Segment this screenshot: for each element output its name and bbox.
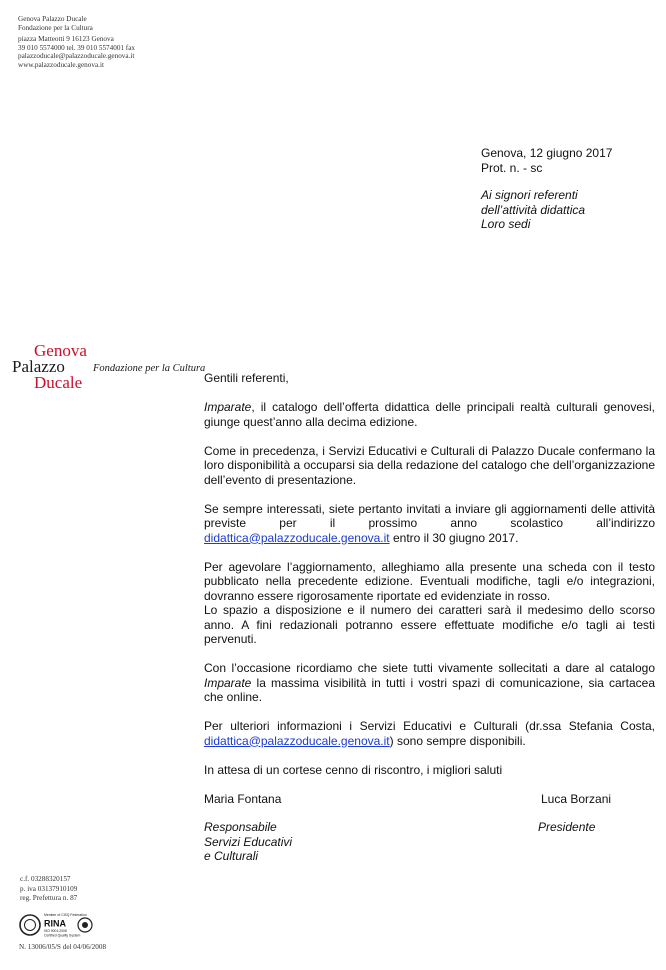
letter-body [204,371,655,792]
rina-quality: Certified Quality System [44,933,81,938]
logo-ducale: Ducale [34,373,83,392]
closing: In attesa di un cortese cenno di riscontro, i migliori saluti [204,762,503,777]
paragraph-6: Per ulteriori informazioni i Servizi Educativi e Culturali (dr.ssa Stefania Costa, didattica@palazzoducale.genova.it) sono sempre disponibili. [204,719,655,748]
recipient-line-1: Ai signori referenti [481,188,578,202]
catalog-title: Imparate [204,400,252,414]
recipient-line-3: Loro sedi [481,217,531,231]
greeting: Gentili referenti, [204,371,289,385]
letterhead-phones: 39 010 5574000 tel. 39 010 5574001 fax [18,43,135,52]
paragraph-4b: Lo spazio a disposizione e il numero dei caratteri sarà il medesimo dello scorso anno. A fini redazionali potranno essere effettuate modifiche e/o tagli ai testi pervenuti. [204,603,655,646]
signature-left-name: Maria Fontana [204,792,282,806]
certification-number: N. 13006/05/S del 04/06/2008 [19,943,107,951]
signature-left-role: Responsabile Servizi Educativi e Culturali [204,820,293,863]
letterhead-web: www.palazzoducale.genova.it [18,60,104,69]
letterhead [18,15,135,70]
letterhead-name: Genova Palazzo Ducale [18,15,87,23]
paragraph-2: Come in precedenza, i Servizi Educativi e Culturali di Palazzo Ducale confermano la loro disponibilità a occuparsi sia della redazione del catalogo che dell’organizzazione dell’evento di presentazione. [204,443,655,487]
catalog-title: Imparate [204,675,252,690]
letterhead-email: palazzoducale@palazzoducale.genova.it [18,52,135,61]
recipient-line-2: dell’attività didattica [481,202,586,217]
date-block [481,146,612,232]
paragraph-4: Per agevolare l’aggiornamento, alleghiamo alla presente una scheda con il testo pubblicato nella precedente edizione. Eventuali modifiche, tagli e/o integrazioni, dovranno essere rigorosamente riportate ed evidenziate in rosso. [204,559,655,603]
prefecture-reg: reg. Prefettura n. 87 [20,894,78,902]
rina-iso: ISO 9001:2008 [44,929,67,933]
vat-number: p. iva 03137910109 [20,884,78,893]
signature-right-role: Presidente [538,820,596,834]
tax-code: c.f. 03288320157 [20,875,71,883]
rina-certification-logo [19,911,113,939]
footer-codes [20,875,77,904]
paragraph-5: Con l’occasione ricordiamo che siete tutti vivamente sollecitati a dare al catalogo Imparate la massima visibilità in tutti i vostri spazi di comunicazione, sia cartacea che online. [204,661,655,704]
palazzo-ducale-logo [10,340,206,392]
logo-genova: Genova [34,341,87,360]
letterhead-address: piazza Matteotti 9 16123 Genova [18,35,114,44]
paragraph-3: Se sempre interessati, siete pertanto invitati a inviare gli aggiornamenti delle attività previste per il prossimo anno scolastico all’indirizzo didattica@palazzoducale.genova.it entro il 30 giugno 2017. [204,501,655,545]
email-link[interactable]: didattica@palazzoducale.genova.it [204,530,390,545]
rina-member-text: Member of CISQ Federation [44,913,87,917]
letterhead-subtitle: Fondazione per la Cultura [18,23,93,32]
letter-date: Genova, 12 giugno 2017 [481,146,613,160]
signature-right-name: Luca Borzani [541,792,612,806]
email-link[interactable]: didattica@palazzoducale.genova.it [204,733,390,748]
protocol-number: Prot. n. - sc [481,160,543,175]
logo-tagline: Fondazione per la Cultura [93,363,206,374]
paragraph-1: Imparate, il catalogo dell’offerta didattica delle principali realtà culturali genovesi, giunge quest’anno alla decima edizione. [204,400,655,429]
logo-palazzo: Palazzo [12,357,65,376]
rina-label: RINA [44,918,66,929]
